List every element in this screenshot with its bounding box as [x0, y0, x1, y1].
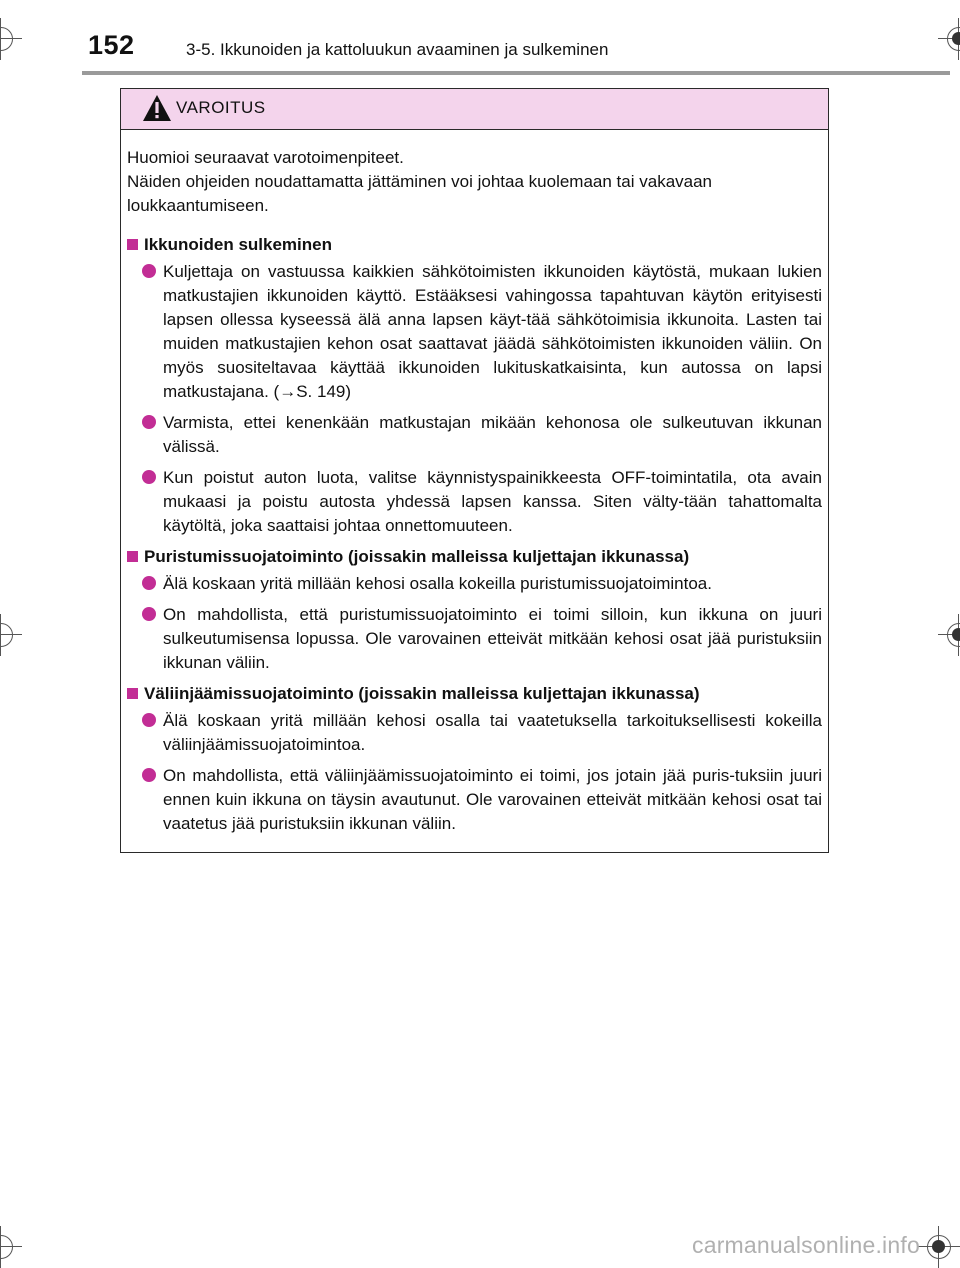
crop-mark-icon: [918, 1226, 960, 1268]
intro-line: Näiden ohjeiden noudattamatta jättäminen voi johtaa kuolemaan tai vakavaan loukkaantumiseen.: [127, 172, 713, 215]
bullet-item: Kun poistut auton luota, valitse käynnistyspainikkeesta OFF-toimintatila, ota avain mukaasi ja poistu autosta yhdessä lapsen kanssa. Siten välty-tään tahattomalta käytöltä, joka saattaisi johtaa onnettomuuteen.: [127, 466, 822, 538]
round-bullet-icon: [142, 607, 156, 621]
bullet-item: Älä koskaan yritä millään kehosi osalla tai vaatetuksella tarkoituksellisesti kokeilla väliinjäämissuojatoimintoa.: [127, 709, 822, 757]
square-bullet-icon: [127, 551, 138, 562]
square-bullet-icon: [127, 688, 138, 699]
round-bullet-icon: [142, 713, 156, 727]
bullet-item: Varmista, ettei kenenkään matkustajan mikään kehonosa ole sulkeutuvan ikkunan välissä.: [127, 411, 822, 459]
round-bullet-icon: [142, 415, 156, 429]
section-heading: Puristumissuojatoiminto (joissakin malleissa kuljettajan ikkunassa): [127, 545, 822, 569]
warning-box: [120, 88, 829, 853]
crop-mark-icon: [0, 614, 22, 656]
round-bullet-icon: [142, 264, 156, 278]
crop-mark-icon: [0, 18, 22, 60]
bullet-item: On mahdollista, että väliinjäämissuojatoiminto ei toimi, jos jotain jää puris-tuksiin juuri ennen kuin ikkuna on täysin avautunut. Ole varovainen etteivät mitkään kehosi osat tai vaatetus jää puristuksiin ikkunan väliin.: [127, 764, 822, 836]
warning-body: [121, 130, 828, 836]
warning-intro: [127, 146, 822, 218]
square-bullet-icon: [127, 239, 138, 250]
section-title: 3-5. Ikkunoiden ja kattoluukun avaaminen ja sulkeminen: [186, 40, 609, 59]
intro-line: Huomioi seuraavat varotoimenpiteet.: [127, 148, 404, 167]
watermark: carmanualsonline.info: [692, 1232, 920, 1258]
section-window-closing: [127, 233, 822, 538]
crop-mark-icon: [938, 614, 960, 656]
section-catch-protection: [127, 682, 822, 836]
warning-title: VAROITUS: [176, 98, 266, 117]
bullet-item: On mahdollista, että puristumissuojatoiminto ei toimi silloin, kun ikkuna on juuri sulkeutumisensa lopussa. Ole varovainen etteivät mitkään kehosi osat jää puristuksiin ikkunan väliin.: [127, 603, 822, 675]
crop-mark-icon: [938, 18, 960, 60]
round-bullet-icon: [142, 470, 156, 484]
section-heading: Ikkunoiden sulkeminen: [127, 233, 822, 257]
round-bullet-icon: [142, 576, 156, 590]
warning-triangle-icon: [142, 94, 172, 127]
section-heading: Väliinjäämissuojatoiminto (joissakin malleissa kuljettajan ikkunassa): [127, 682, 822, 706]
round-bullet-icon: [142, 768, 156, 782]
section-jam-protection: [127, 545, 822, 675]
crop-mark-icon: [0, 1226, 22, 1268]
page-number: 152: [88, 30, 135, 60]
header-rule: [82, 71, 950, 75]
warning-header: [121, 89, 828, 130]
bullet-item: Älä koskaan yritä millään kehosi osalla kokeilla puristumissuojatoimintoa.: [127, 572, 822, 596]
bullet-item: Kuljettaja on vastuussa kaikkien sähkötoimisten ikkunoiden käytöstä, mukaan lukien matkustajien ikkunoiden käyttö. Estääksesi vahingossa tapahtuvan käytön erityisesti lapsen ollessa kyseessä älä anna lapsen käyt-tää sähkötoimisia ikkunoita. Lasten tai muiden matkustajien kehon osat saattavat jäädä sähkötoimisten ikkunoiden väliin. On myös suositeltavaa käyttää ikkunoiden lukituskatkaisinta, kun autossa on lapsi matkustajana. (→S. 149): [127, 260, 822, 404]
